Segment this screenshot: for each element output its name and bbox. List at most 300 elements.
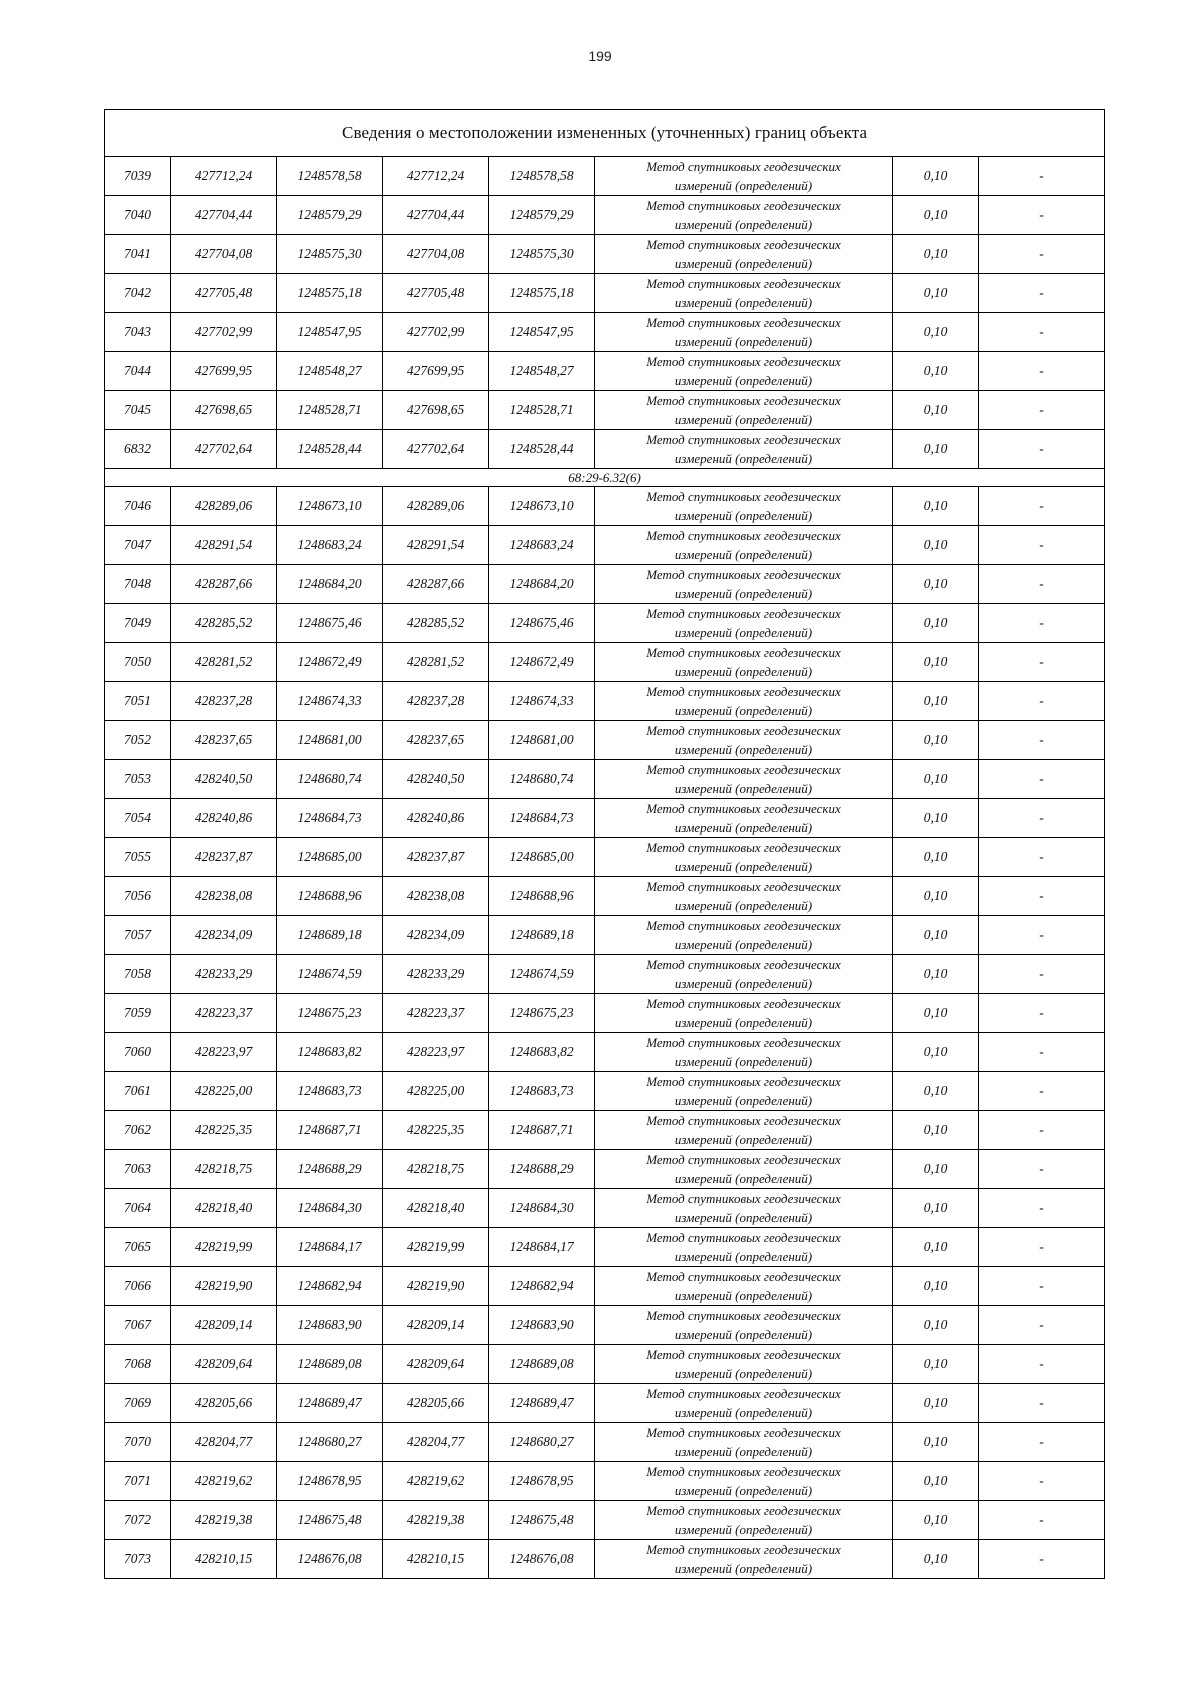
point-number-cell: 6832 bbox=[105, 430, 171, 469]
point-number-cell: 7053 bbox=[105, 760, 171, 799]
accuracy-cell: 0,10 bbox=[893, 799, 979, 838]
accuracy-cell: 0,10 bbox=[893, 487, 979, 526]
y-refined-cell: 1248685,00 bbox=[489, 838, 595, 877]
x-existing-cell: 427702,99 bbox=[171, 313, 277, 352]
y-refined-cell: 1248528,71 bbox=[489, 391, 595, 430]
x-existing-cell: 428240,50 bbox=[171, 760, 277, 799]
method-cell bbox=[595, 1267, 893, 1306]
accuracy-cell: 0,10 bbox=[893, 526, 979, 565]
method-line-1: Метод спутниковых геодезических bbox=[646, 276, 841, 291]
method-line-1: Метод спутниковых геодезических bbox=[646, 684, 841, 699]
method-line-1: Метод спутниковых геодезических bbox=[646, 840, 841, 855]
method-line-2: измерений (определений) bbox=[674, 412, 813, 427]
y-refined-cell: 1248673,10 bbox=[489, 487, 595, 526]
y-existing-cell: 1248674,33 bbox=[277, 682, 383, 721]
x-existing-cell: 428223,37 bbox=[171, 994, 277, 1033]
method-line-1: Метод спутниковых геодезических bbox=[646, 996, 841, 1011]
method-line-1: Метод спутниковых геодезических bbox=[646, 1347, 841, 1362]
point-number-cell: 7051 bbox=[105, 682, 171, 721]
method-line-2: измерений (определений) bbox=[674, 1366, 813, 1381]
y-existing-cell: 1248683,73 bbox=[277, 1072, 383, 1111]
x-refined-cell: 428218,40 bbox=[383, 1189, 489, 1228]
point-number-cell: 7067 bbox=[105, 1306, 171, 1345]
method-cell bbox=[595, 235, 893, 274]
x-refined-cell: 427698,65 bbox=[383, 391, 489, 430]
y-existing-cell: 1248683,24 bbox=[277, 526, 383, 565]
method-line-1: Метод спутниковых геодезических bbox=[646, 723, 841, 738]
table-row bbox=[105, 1267, 1105, 1306]
y-refined-cell: 1248674,59 bbox=[489, 955, 595, 994]
table-row bbox=[105, 526, 1105, 565]
x-refined-cell: 428281,52 bbox=[383, 643, 489, 682]
y-refined-cell: 1248675,46 bbox=[489, 604, 595, 643]
method-cell bbox=[595, 1306, 893, 1345]
method-line-1: Метод спутниковых геодезических bbox=[646, 159, 841, 174]
point-number-cell: 7055 bbox=[105, 838, 171, 877]
note-cell: - bbox=[979, 1228, 1105, 1267]
method-line-2: измерений (определений) bbox=[674, 1015, 813, 1030]
y-refined-cell: 1248688,96 bbox=[489, 877, 595, 916]
x-existing-cell: 428210,15 bbox=[171, 1540, 277, 1579]
method-cell bbox=[595, 1189, 893, 1228]
method-line-2: измерений (определений) bbox=[674, 508, 813, 523]
note-cell: - bbox=[979, 157, 1105, 196]
point-number-cell: 7073 bbox=[105, 1540, 171, 1579]
method-line-2: измерений (определений) bbox=[674, 1327, 813, 1342]
x-refined-cell: 427699,95 bbox=[383, 352, 489, 391]
page-number: 199 bbox=[588, 48, 612, 64]
method-line-2: измерений (определений) bbox=[674, 217, 813, 232]
accuracy-cell: 0,10 bbox=[893, 1306, 979, 1345]
note-cell: - bbox=[979, 235, 1105, 274]
accuracy-cell: 0,10 bbox=[893, 157, 979, 196]
method-cell bbox=[595, 799, 893, 838]
y-existing-cell: 1248578,58 bbox=[277, 157, 383, 196]
x-refined-cell: 428210,15 bbox=[383, 1540, 489, 1579]
y-refined-cell: 1248575,18 bbox=[489, 274, 595, 313]
accuracy-cell: 0,10 bbox=[893, 1423, 979, 1462]
point-number-cell: 7071 bbox=[105, 1462, 171, 1501]
table-row bbox=[105, 313, 1105, 352]
y-existing-cell: 1248676,08 bbox=[277, 1540, 383, 1579]
point-number-cell: 7065 bbox=[105, 1228, 171, 1267]
method-line-1: Метод спутниковых геодезических bbox=[646, 762, 841, 777]
accuracy-cell: 0,10 bbox=[893, 721, 979, 760]
method-cell bbox=[595, 643, 893, 682]
x-existing-cell: 428281,52 bbox=[171, 643, 277, 682]
point-number-cell: 7052 bbox=[105, 721, 171, 760]
accuracy-cell: 0,10 bbox=[893, 994, 979, 1033]
x-refined-cell: 428209,14 bbox=[383, 1306, 489, 1345]
method-line-1: Метод спутниковых геодезических bbox=[646, 1425, 841, 1440]
method-cell bbox=[595, 274, 893, 313]
note-cell: - bbox=[979, 1306, 1105, 1345]
method-line-2: измерений (определений) bbox=[674, 1132, 813, 1147]
point-number-cell: 7054 bbox=[105, 799, 171, 838]
method-line-2: измерений (определений) bbox=[674, 664, 813, 679]
y-refined-cell: 1248680,27 bbox=[489, 1423, 595, 1462]
method-line-2: измерений (определений) bbox=[674, 742, 813, 757]
table-row bbox=[105, 157, 1105, 196]
note-cell: - bbox=[979, 682, 1105, 721]
x-existing-cell: 428205,66 bbox=[171, 1384, 277, 1423]
y-existing-cell: 1248685,00 bbox=[277, 838, 383, 877]
table-caption-row bbox=[105, 110, 1105, 157]
y-refined-cell: 1248579,29 bbox=[489, 196, 595, 235]
accuracy-cell: 0,10 bbox=[893, 1540, 979, 1579]
method-line-2: измерений (определений) bbox=[674, 586, 813, 601]
y-existing-cell: 1248675,48 bbox=[277, 1501, 383, 1540]
method-line-1: Метод спутниковых геодезических bbox=[646, 528, 841, 543]
method-line-2: измерений (определений) bbox=[674, 1093, 813, 1108]
accuracy-cell: 0,10 bbox=[893, 274, 979, 313]
x-existing-cell: 428237,28 bbox=[171, 682, 277, 721]
method-line-1: Метод спутниковых геодезических bbox=[646, 1308, 841, 1323]
accuracy-cell: 0,10 bbox=[893, 1267, 979, 1306]
note-cell: - bbox=[979, 1384, 1105, 1423]
method-cell bbox=[595, 1540, 893, 1579]
method-line-2: измерений (определений) bbox=[674, 178, 813, 193]
method-cell bbox=[595, 487, 893, 526]
y-existing-cell: 1248673,10 bbox=[277, 487, 383, 526]
table-row bbox=[105, 1189, 1105, 1228]
x-existing-cell: 428291,54 bbox=[171, 526, 277, 565]
method-line-1: Метод спутниковых геодезических bbox=[646, 315, 841, 330]
method-line-1: Метод спутниковых геодезических bbox=[646, 606, 841, 621]
table-row bbox=[105, 1150, 1105, 1189]
note-cell: - bbox=[979, 565, 1105, 604]
table-row bbox=[105, 994, 1105, 1033]
method-line-1: Метод спутниковых геодезических bbox=[646, 1074, 841, 1089]
table-row bbox=[105, 955, 1105, 994]
point-number-cell: 7060 bbox=[105, 1033, 171, 1072]
table-row bbox=[105, 391, 1105, 430]
table-row bbox=[105, 1423, 1105, 1462]
point-number-cell: 7068 bbox=[105, 1345, 171, 1384]
accuracy-cell: 0,10 bbox=[893, 391, 979, 430]
table-caption: Сведения о местоположении измененных (уточненных) границ объекта bbox=[105, 110, 1105, 157]
y-refined-cell: 1248684,17 bbox=[489, 1228, 595, 1267]
note-cell: - bbox=[979, 1462, 1105, 1501]
x-refined-cell: 428237,87 bbox=[383, 838, 489, 877]
point-number-cell: 7044 bbox=[105, 352, 171, 391]
x-existing-cell: 428285,52 bbox=[171, 604, 277, 643]
y-existing-cell: 1248548,27 bbox=[277, 352, 383, 391]
point-number-cell: 7043 bbox=[105, 313, 171, 352]
point-number-cell: 7069 bbox=[105, 1384, 171, 1423]
table-row bbox=[105, 721, 1105, 760]
method-line-1: Метод спутниковых геодезических bbox=[646, 1464, 841, 1479]
method-line-2: измерений (определений) bbox=[674, 1405, 813, 1420]
note-cell: - bbox=[979, 994, 1105, 1033]
method-line-1: Метод спутниковых геодезических bbox=[646, 1269, 841, 1284]
method-cell bbox=[595, 1150, 893, 1189]
point-number-cell: 7050 bbox=[105, 643, 171, 682]
x-refined-cell: 428225,00 bbox=[383, 1072, 489, 1111]
note-cell: - bbox=[979, 877, 1105, 916]
method-cell bbox=[595, 1228, 893, 1267]
note-cell: - bbox=[979, 838, 1105, 877]
table-row bbox=[105, 274, 1105, 313]
point-number-cell: 7061 bbox=[105, 1072, 171, 1111]
method-cell bbox=[595, 1423, 893, 1462]
method-line-2: измерений (определений) bbox=[674, 781, 813, 796]
method-cell bbox=[595, 157, 893, 196]
y-existing-cell: 1248575,30 bbox=[277, 235, 383, 274]
accuracy-cell: 0,10 bbox=[893, 235, 979, 274]
table-row bbox=[105, 1345, 1105, 1384]
y-refined-cell: 1248683,90 bbox=[489, 1306, 595, 1345]
point-number-cell: 7042 bbox=[105, 274, 171, 313]
y-existing-cell: 1248528,44 bbox=[277, 430, 383, 469]
method-line-2: измерений (определений) bbox=[674, 625, 813, 640]
accuracy-cell: 0,10 bbox=[893, 565, 979, 604]
y-existing-cell: 1248680,27 bbox=[277, 1423, 383, 1462]
accuracy-cell: 0,10 bbox=[893, 604, 979, 643]
x-existing-cell: 428223,97 bbox=[171, 1033, 277, 1072]
note-cell: - bbox=[979, 916, 1105, 955]
x-existing-cell: 428225,35 bbox=[171, 1111, 277, 1150]
y-refined-cell: 1248674,33 bbox=[489, 682, 595, 721]
x-existing-cell: 428204,77 bbox=[171, 1423, 277, 1462]
x-refined-cell: 428291,54 bbox=[383, 526, 489, 565]
point-number-cell: 7064 bbox=[105, 1189, 171, 1228]
y-refined-cell: 1248684,30 bbox=[489, 1189, 595, 1228]
note-cell: - bbox=[979, 1540, 1105, 1579]
point-number-cell: 7063 bbox=[105, 1150, 171, 1189]
accuracy-cell: 0,10 bbox=[893, 1345, 979, 1384]
note-cell: - bbox=[979, 604, 1105, 643]
y-refined-cell: 1248547,95 bbox=[489, 313, 595, 352]
y-existing-cell: 1248683,82 bbox=[277, 1033, 383, 1072]
table-row bbox=[105, 604, 1105, 643]
x-existing-cell: 428237,87 bbox=[171, 838, 277, 877]
method-cell bbox=[595, 352, 893, 391]
method-cell bbox=[595, 604, 893, 643]
method-line-2: измерений (определений) bbox=[674, 1171, 813, 1186]
x-existing-cell: 427705,48 bbox=[171, 274, 277, 313]
y-refined-cell: 1248689,18 bbox=[489, 916, 595, 955]
method-line-1: Метод спутниковых геодезических bbox=[646, 1230, 841, 1245]
note-cell: - bbox=[979, 1150, 1105, 1189]
method-line-2: измерений (определений) bbox=[674, 295, 813, 310]
section-label-row bbox=[105, 469, 1105, 487]
accuracy-cell: 0,10 bbox=[893, 838, 979, 877]
method-line-1: Метод спутниковых геодезических bbox=[646, 432, 841, 447]
y-existing-cell: 1248687,71 bbox=[277, 1111, 383, 1150]
accuracy-cell: 0,10 bbox=[893, 1150, 979, 1189]
table-row bbox=[105, 1501, 1105, 1540]
note-cell: - bbox=[979, 955, 1105, 994]
y-refined-cell: 1248676,08 bbox=[489, 1540, 595, 1579]
note-cell: - bbox=[979, 1189, 1105, 1228]
x-existing-cell: 427698,65 bbox=[171, 391, 277, 430]
accuracy-cell: 0,10 bbox=[893, 955, 979, 994]
y-existing-cell: 1248678,95 bbox=[277, 1462, 383, 1501]
method-line-2: измерений (определений) bbox=[674, 1444, 813, 1459]
table-row bbox=[105, 352, 1105, 391]
point-number-cell: 7070 bbox=[105, 1423, 171, 1462]
x-existing-cell: 427704,44 bbox=[171, 196, 277, 235]
note-cell: - bbox=[979, 430, 1105, 469]
note-cell: - bbox=[979, 760, 1105, 799]
table-row bbox=[105, 1072, 1105, 1111]
method-line-1: Метод спутниковых геодезических bbox=[646, 237, 841, 252]
accuracy-cell: 0,10 bbox=[893, 916, 979, 955]
y-existing-cell: 1248547,95 bbox=[277, 313, 383, 352]
method-line-2: измерений (определений) bbox=[674, 451, 813, 466]
method-cell bbox=[595, 682, 893, 721]
x-refined-cell: 428285,52 bbox=[383, 604, 489, 643]
method-line-1: Метод спутниковых геодезических bbox=[646, 1503, 841, 1518]
x-refined-cell: 428223,97 bbox=[383, 1033, 489, 1072]
accuracy-cell: 0,10 bbox=[893, 877, 979, 916]
table-row bbox=[105, 1384, 1105, 1423]
note-cell: - bbox=[979, 1072, 1105, 1111]
x-refined-cell: 427702,64 bbox=[383, 430, 489, 469]
y-refined-cell: 1248675,23 bbox=[489, 994, 595, 1033]
x-existing-cell: 428209,64 bbox=[171, 1345, 277, 1384]
y-existing-cell: 1248684,30 bbox=[277, 1189, 383, 1228]
table-row bbox=[105, 877, 1105, 916]
method-line-2: измерений (определений) bbox=[674, 547, 813, 562]
accuracy-cell: 0,10 bbox=[893, 1384, 979, 1423]
method-line-2: измерений (определений) bbox=[674, 820, 813, 835]
y-refined-cell: 1248688,29 bbox=[489, 1150, 595, 1189]
x-refined-cell: 428238,08 bbox=[383, 877, 489, 916]
note-cell: - bbox=[979, 313, 1105, 352]
method-line-1: Метод спутниковых геодезических bbox=[646, 198, 841, 213]
table-row bbox=[105, 760, 1105, 799]
accuracy-cell: 0,10 bbox=[893, 196, 979, 235]
table-row bbox=[105, 430, 1105, 469]
x-refined-cell: 428233,29 bbox=[383, 955, 489, 994]
method-line-2: измерений (определений) bbox=[674, 1483, 813, 1498]
accuracy-cell: 0,10 bbox=[893, 352, 979, 391]
accuracy-cell: 0,10 bbox=[893, 1111, 979, 1150]
method-line-2: измерений (определений) bbox=[674, 1249, 813, 1264]
boundary-coordinates-table bbox=[104, 109, 1105, 1579]
table-row bbox=[105, 1033, 1105, 1072]
y-refined-cell: 1248681,00 bbox=[489, 721, 595, 760]
method-cell bbox=[595, 877, 893, 916]
x-refined-cell: 428240,86 bbox=[383, 799, 489, 838]
x-existing-cell: 428218,75 bbox=[171, 1150, 277, 1189]
x-refined-cell: 427712,24 bbox=[383, 157, 489, 196]
method-line-1: Метод спутниковых геодезических bbox=[646, 1113, 841, 1128]
method-line-2: измерений (определений) bbox=[674, 334, 813, 349]
accuracy-cell: 0,10 bbox=[893, 682, 979, 721]
x-refined-cell: 428219,90 bbox=[383, 1267, 489, 1306]
y-existing-cell: 1248688,29 bbox=[277, 1150, 383, 1189]
point-number-cell: 7059 bbox=[105, 994, 171, 1033]
note-cell: - bbox=[979, 526, 1105, 565]
accuracy-cell: 0,10 bbox=[893, 430, 979, 469]
method-line-2: измерений (определений) bbox=[674, 1054, 813, 1069]
accuracy-cell: 0,10 bbox=[893, 313, 979, 352]
x-existing-cell: 428233,29 bbox=[171, 955, 277, 994]
table-row bbox=[105, 565, 1105, 604]
table-body bbox=[105, 110, 1105, 1579]
y-refined-cell: 1248682,94 bbox=[489, 1267, 595, 1306]
method-cell bbox=[595, 1072, 893, 1111]
method-cell bbox=[595, 526, 893, 565]
point-number-cell: 7046 bbox=[105, 487, 171, 526]
y-existing-cell: 1248684,20 bbox=[277, 565, 383, 604]
point-number-cell: 7072 bbox=[105, 1501, 171, 1540]
method-line-1: Метод спутниковых геодезических bbox=[646, 1035, 841, 1050]
x-refined-cell: 428209,64 bbox=[383, 1345, 489, 1384]
y-existing-cell: 1248575,18 bbox=[277, 274, 383, 313]
x-existing-cell: 427702,64 bbox=[171, 430, 277, 469]
x-existing-cell: 428238,08 bbox=[171, 877, 277, 916]
method-cell bbox=[595, 1345, 893, 1384]
method-cell bbox=[595, 565, 893, 604]
method-cell bbox=[595, 1501, 893, 1540]
x-existing-cell: 428219,62 bbox=[171, 1462, 277, 1501]
note-cell: - bbox=[979, 1423, 1105, 1462]
method-cell bbox=[595, 1384, 893, 1423]
x-refined-cell: 428289,06 bbox=[383, 487, 489, 526]
x-existing-cell: 428218,40 bbox=[171, 1189, 277, 1228]
y-refined-cell: 1248672,49 bbox=[489, 643, 595, 682]
point-number-cell: 7039 bbox=[105, 157, 171, 196]
table-row bbox=[105, 1111, 1105, 1150]
y-existing-cell: 1248682,94 bbox=[277, 1267, 383, 1306]
point-number-cell: 7062 bbox=[105, 1111, 171, 1150]
accuracy-cell: 0,10 bbox=[893, 1189, 979, 1228]
y-refined-cell: 1248683,24 bbox=[489, 526, 595, 565]
x-refined-cell: 427704,08 bbox=[383, 235, 489, 274]
y-existing-cell: 1248528,71 bbox=[277, 391, 383, 430]
x-refined-cell: 428219,99 bbox=[383, 1228, 489, 1267]
x-existing-cell: 427699,95 bbox=[171, 352, 277, 391]
y-existing-cell: 1248689,08 bbox=[277, 1345, 383, 1384]
y-refined-cell: 1248528,44 bbox=[489, 430, 595, 469]
point-number-cell: 7049 bbox=[105, 604, 171, 643]
accuracy-cell: 0,10 bbox=[893, 1072, 979, 1111]
note-cell: - bbox=[979, 274, 1105, 313]
method-cell bbox=[595, 1462, 893, 1501]
table-row bbox=[105, 916, 1105, 955]
x-existing-cell: 428289,06 bbox=[171, 487, 277, 526]
table-row bbox=[105, 1462, 1105, 1501]
accuracy-cell: 0,10 bbox=[893, 643, 979, 682]
note-cell: - bbox=[979, 721, 1105, 760]
method-line-2: измерений (определений) bbox=[674, 976, 813, 991]
x-refined-cell: 428234,09 bbox=[383, 916, 489, 955]
method-cell bbox=[595, 1033, 893, 1072]
x-existing-cell: 428287,66 bbox=[171, 565, 277, 604]
method-line-1: Метод спутниковых геодезических bbox=[646, 1152, 841, 1167]
y-existing-cell: 1248579,29 bbox=[277, 196, 383, 235]
x-existing-cell: 428219,90 bbox=[171, 1267, 277, 1306]
method-line-2: измерений (определений) bbox=[674, 898, 813, 913]
accuracy-cell: 0,10 bbox=[893, 1033, 979, 1072]
y-existing-cell: 1248675,23 bbox=[277, 994, 383, 1033]
x-existing-cell: 428240,86 bbox=[171, 799, 277, 838]
note-cell: - bbox=[979, 1033, 1105, 1072]
y-refined-cell: 1248548,27 bbox=[489, 352, 595, 391]
point-number-cell: 7056 bbox=[105, 877, 171, 916]
y-existing-cell: 1248675,46 bbox=[277, 604, 383, 643]
x-refined-cell: 428287,66 bbox=[383, 565, 489, 604]
y-refined-cell: 1248684,73 bbox=[489, 799, 595, 838]
method-cell bbox=[595, 916, 893, 955]
table-row bbox=[105, 682, 1105, 721]
note-cell: - bbox=[979, 1267, 1105, 1306]
method-line-1: Метод спутниковых геодезических bbox=[646, 1191, 841, 1206]
